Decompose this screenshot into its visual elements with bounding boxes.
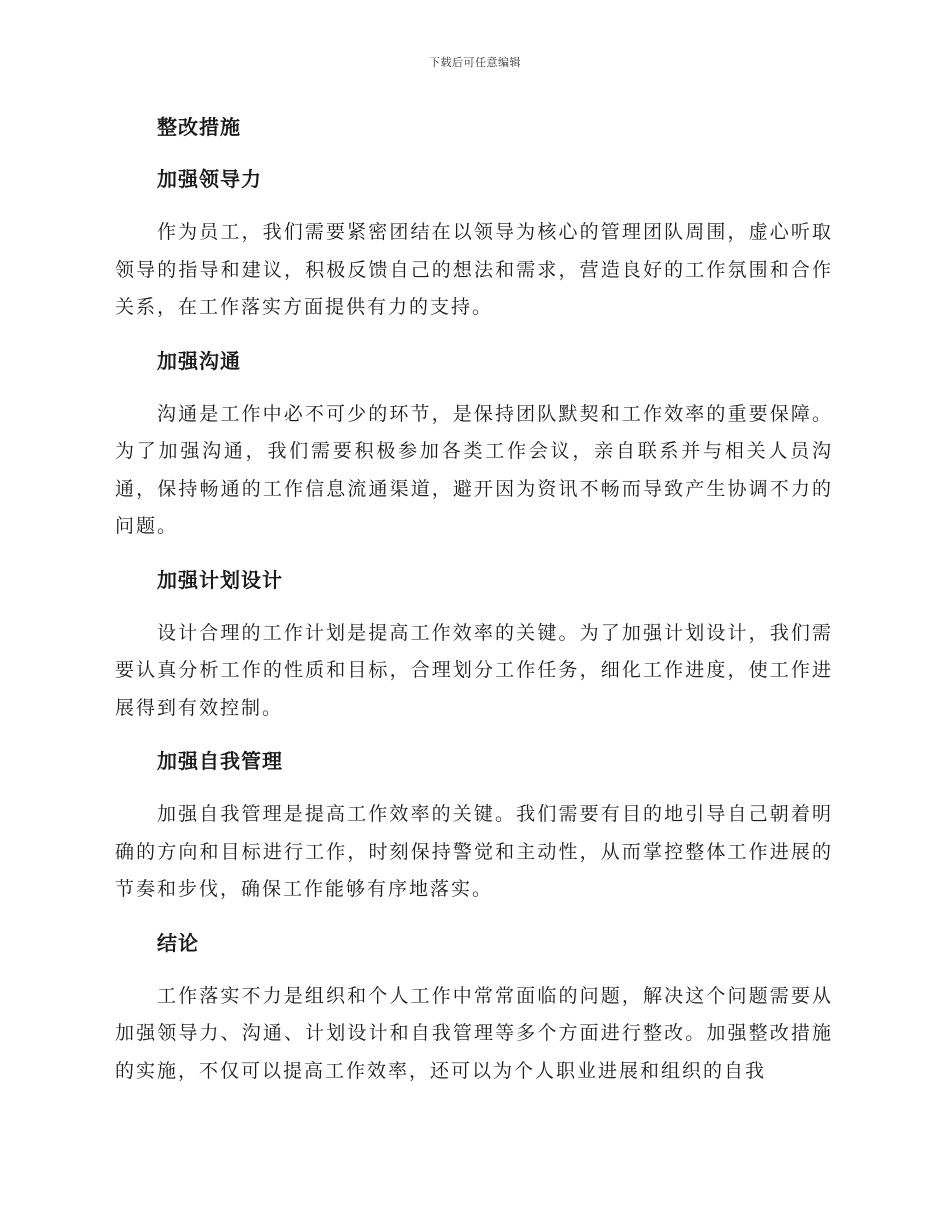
paragraph-self-management: 加强自我管理是提高工作效率的关键。我们需要有目的地引导自己朝着明确的方向和目标进行工作，时刻保持警觉和主动性，从而掌控整体工作进展的节奏和步伐，确保工作能够有序地落实。 (115, 803, 833, 900)
paragraph-conclusion: 工作落实不力是组织和个人工作中常常面临的问题，解决这个问题需要从加强领导力、沟通、计划设计和自我管理等多个方面进行整改。加强整改措施的实施，不仅可以提高工作效率，还可以为个人职业进展和组织的自我 (115, 984, 833, 1082)
paragraph-communication: 沟通是工作中必不可少的环节，是保持团队默契和工作效率的重要保障。为了加强沟通，我们需要积极参加各类工作会议，亲自联系并与相关人员沟通，保持畅通的工作信息流通渠道，避开因为资讯不畅而导致产生协调不力的问题。 (115, 402, 833, 537)
section-heading-rectification-measures: 整改措施 (157, 115, 241, 139)
section-heading-self-management: 加强自我管理 (157, 749, 283, 773)
page-header-note: 下载后可任意编辑 (429, 56, 521, 69)
section-heading-planning: 加强计划设计 (157, 567, 283, 592)
paragraph-planning: 设计合理的工作计划是提高工作效率的关键。为了加强计划设计，我们需要认真分析工作的性质和目标，合理划分工作任务，细化工作进度，使工作进展得到有效控制。 (115, 621, 833, 719)
paragraph-leadership: 作为员工，我们需要紧密团结在以领导为核心的管理团队周围，虚心听取领导的指导和建议，积极反馈自己的想法和需求，营造良好的工作氛围和合作关系，在工作落实方面提供有力的支持。 (115, 221, 833, 318)
document-body (115, 110, 833, 1090)
section-heading-communication: 加强沟通 (157, 348, 241, 373)
section-heading-conclusion: 结论 (157, 930, 199, 955)
section-heading-leadership: 加强领导力 (157, 167, 262, 191)
